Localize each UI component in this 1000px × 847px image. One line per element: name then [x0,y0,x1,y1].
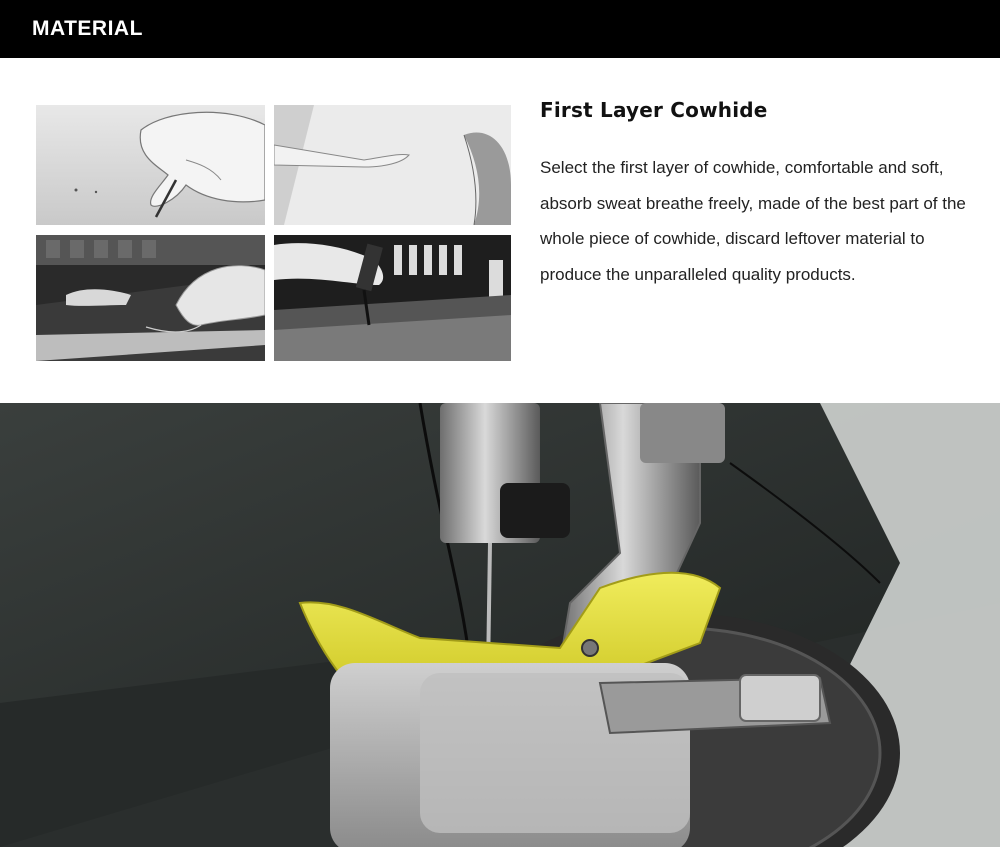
craft-photo-workshop-bench [274,235,511,361]
craft-photo-leather-sheet [274,105,511,225]
section-header-title: MATERIAL [32,17,143,40]
sewing-machine-photo [0,403,1000,847]
product-heading: First Layer Cowhide [540,98,768,122]
product-description: Select the first layer of cowhide, comfortable and soft, absorb sweat breathe freely, made of the best part of the whole piece of cowhide, discard leftover material to produce the unparalleled quality products. [540,158,966,284]
craft-photo-hand-stitching [36,235,265,361]
craft-photo-hand-marking [36,105,265,225]
section-header-bar [0,0,1000,58]
